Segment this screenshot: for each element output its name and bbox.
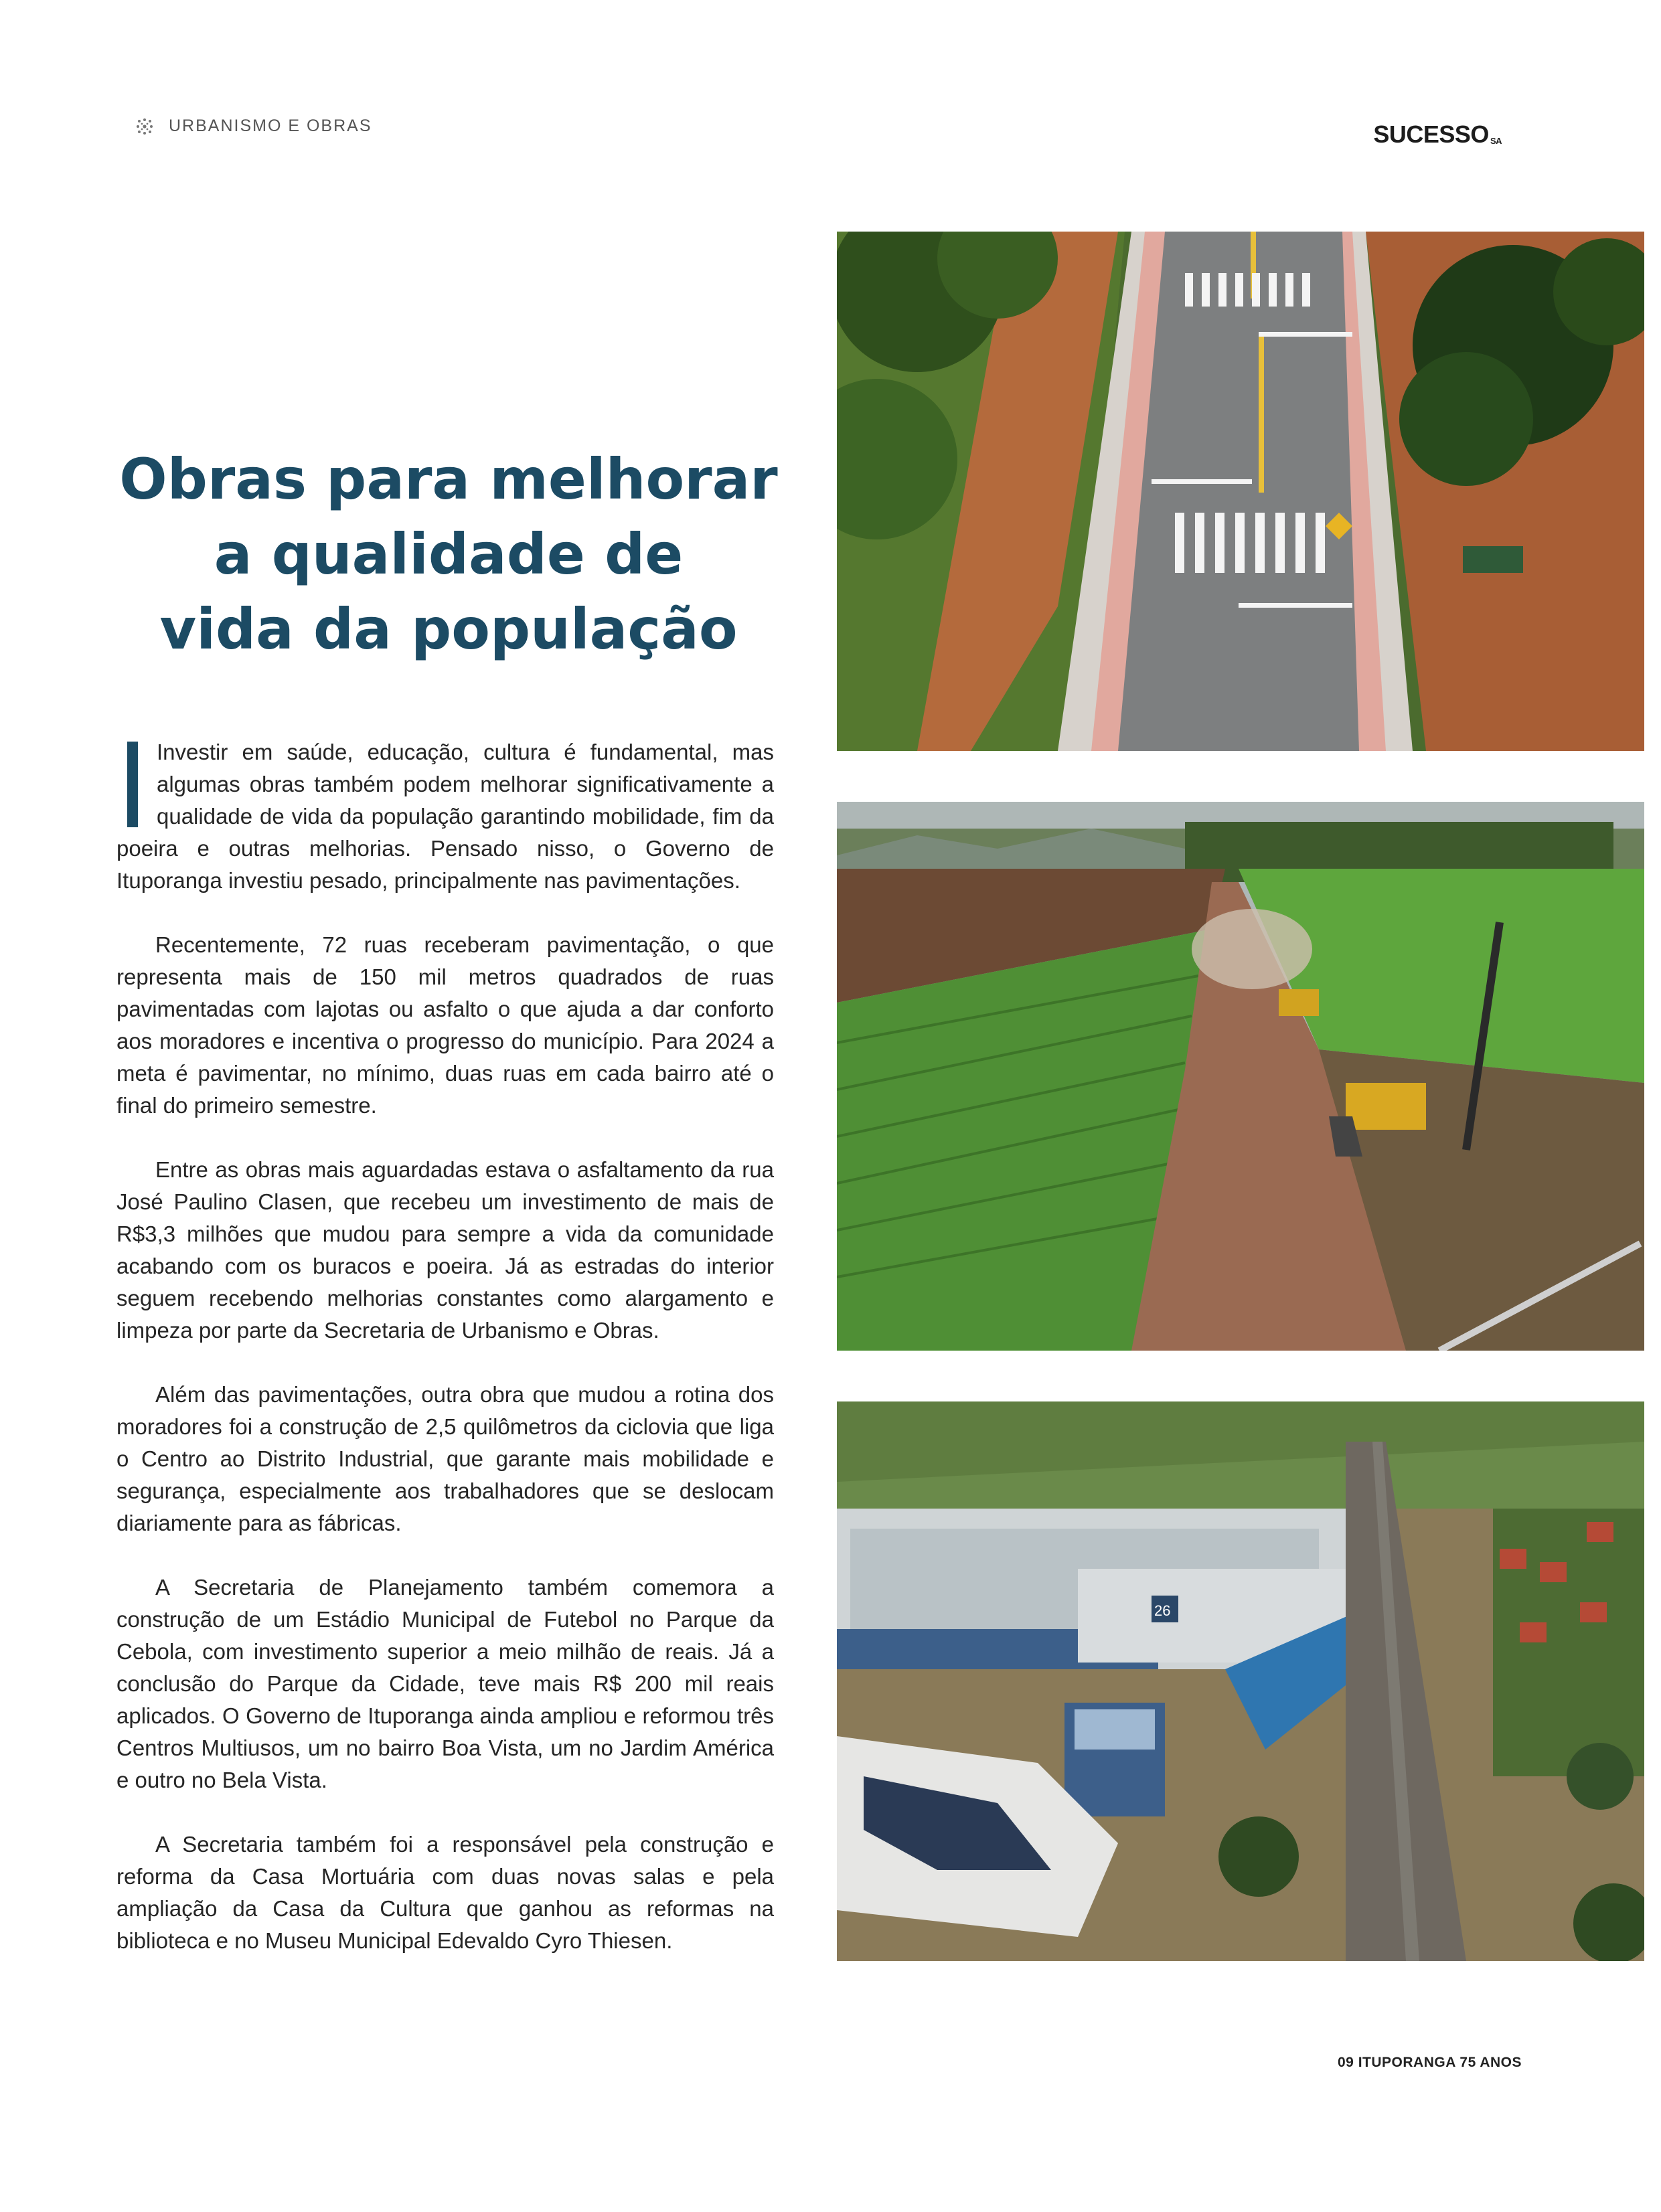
photo-road-works bbox=[837, 802, 1644, 1351]
grid-dots-icon bbox=[135, 117, 154, 136]
paragraph-5: A Secretaria de Planejamento também comemora a construção de um Estádio Municipal de Futebol no Parque da Cebola, com investimento superior a meio milhão de reais. Já a conclusão do Parque da Cidade, teve mais R$ 200 mil reais aplicados. O Governo de Ituporanga ainda ampliou e reformou três Centros Multiusos, um no bairro Boa Vista, um no Jardim América e outro no Bela Vista. bbox=[116, 1575, 774, 1792]
photo-industrial-district bbox=[837, 1401, 1644, 1961]
photo-paved-road bbox=[837, 232, 1644, 751]
title-line-1: Obras para melhorar bbox=[119, 446, 778, 512]
page-footer: 09 ITUPORANGA 75 ANOS bbox=[1338, 2055, 1522, 2070]
paragraph-6: A Secretaria também foi a responsável pela construção e reforma da Casa Mortuária com duas novas salas e pela ampliação da Casa da Cultura que ganhou as reformas na biblioteca e no Museu Municipal Edevaldo Cyro Thiesen. bbox=[116, 1832, 774, 1953]
brand-suffix: SA bbox=[1490, 136, 1502, 146]
paragraph-1-text: Investir em saúde, educação, cultura é fundamental, mas algumas obras também podem melhorar significativamente a qualidade de vida da população garantindo mobilidade, fim da poeira e outras melhorias. Pensado nisso, o Governo de Ituporanga investiu pesado, principalmente nas pavimentações. bbox=[116, 740, 774, 893]
drop-cap-bar bbox=[127, 742, 138, 827]
paragraph-3: Entre as obras mais aguardadas estava o asfaltamento da rua José Paulino Clasen, que recebeu um investimento de mais de R$3,3 milhões que mudou para sempre a vida da comunidade acabando com os buracos e poeira. Já as estradas do interior seguem recebendo melhorias constantes como alargamento e limpeza por parte da Secretaria de Urbanismo e Obras. bbox=[116, 1157, 774, 1343]
brand-logo bbox=[1373, 120, 1502, 149]
brand-name: SUCESSO bbox=[1373, 120, 1489, 148]
article-body bbox=[116, 736, 774, 1989]
title-line-2: a qualidade de bbox=[214, 521, 684, 587]
title-line-3: vida da população bbox=[159, 596, 738, 662]
article-title bbox=[114, 442, 783, 667]
paragraph-1 bbox=[116, 736, 774, 897]
section-title: URBANISMO E OBRAS bbox=[169, 116, 372, 135]
paragraph-4: Além das pavimentações, outra obra que mudou a rotina dos moradores foi a construção de 2,5 quilômetros da ciclovia que liga o Centro ao Distrito Industrial, que garante mais mobilidade e segurança, especialmente aos trabalhadores que se deslocam diariamente para as fábricas. bbox=[116, 1382, 774, 1535]
section-label bbox=[135, 116, 372, 136]
building-number: 26 bbox=[1154, 1602, 1171, 1619]
paragraph-2: Recentemente, 72 ruas receberam pavimentação, o que representa mais de 150 mil metros quadrados de ruas pavimentadas com lajotas ou asfalto o que ajuda a dar conforto aos moradores e incentiva o progresso do município. Para 2024 a meta é pavimentar, no mínimo, duas ruas em cada bairro até o final do primeiro semestre. bbox=[116, 932, 774, 1118]
